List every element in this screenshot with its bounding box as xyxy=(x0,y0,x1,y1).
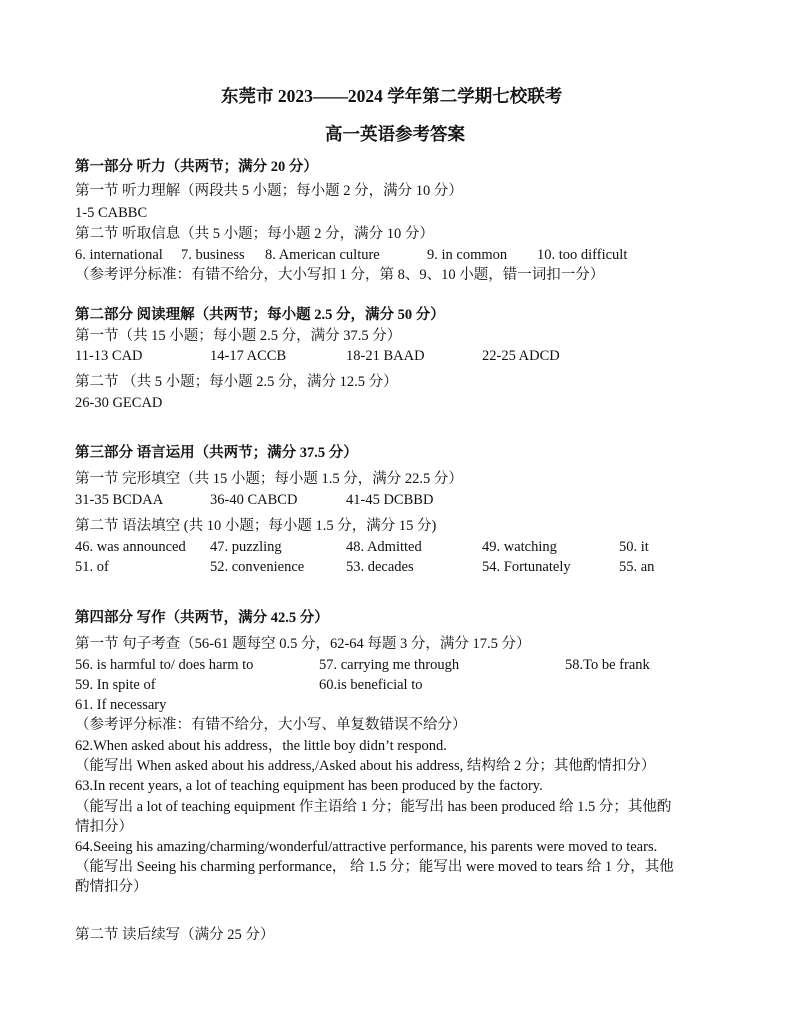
answer-36-40: 36-40 CABCD xyxy=(210,492,298,508)
note-64-line1: （能写出 Seeing his charming performance， 给 1.5 分；能写出 were moved to tears 给 1 分，其他 xyxy=(75,859,674,875)
answer-31-35: 31-35 BCDAA xyxy=(75,492,164,508)
answer-6: 6. international xyxy=(75,247,163,263)
answer-61: 61. If necessary xyxy=(75,697,167,713)
answer-14-17: 14-17 ACCB xyxy=(210,348,287,364)
answer-10: 10. too difficult xyxy=(537,247,628,263)
answer-64: 64.Seeing his amazing/charming/wonderful/attractive performance, his parents were moved to tears. xyxy=(75,839,658,855)
part2-heading: 第二部分 阅读理解（共两节；每小题 2.5 分，满分 50 分） xyxy=(75,307,445,323)
answer-50: 50. it xyxy=(619,539,649,555)
part1-scoring-note: （参考评分标准：有错不给分，大小写扣 1 分，第 8、9、10 小题，错一词扣一分） xyxy=(75,267,605,283)
answer-55: 55. an xyxy=(619,559,655,575)
part4-scoring-note: （参考评分标准：有错不给分，大小写、单复数错误不给分） xyxy=(75,717,467,733)
answer-46: 46. was announced xyxy=(75,539,186,555)
answer-11-13: 11-13 CAD xyxy=(75,348,143,364)
answer-63: 63.In recent years, a lot of teaching equipment has been produced by the factory. xyxy=(75,778,543,794)
answer-41-45: 41-45 DCBBD xyxy=(346,492,434,508)
answer-59: 59. In spite of xyxy=(75,677,156,693)
note-63-line1: （能写出 a lot of teaching equipment 作主语给 1 分；能写出 has been produced 给 1.5 分；其他酌 xyxy=(75,799,672,815)
answer-60: 60.is beneficial to xyxy=(319,677,423,693)
answer-56: 56. is harmful to/ does harm to xyxy=(75,657,254,673)
note-64-line2: 酌情扣分） xyxy=(75,879,148,895)
part1-heading: 第一部分 听力（共两节；满分 20 分） xyxy=(75,159,318,175)
part4-sec1-heading: 第一节 句子考查（56-61 题每空 0.5 分，62-64 每题 3 分，满分 17.5 分） xyxy=(75,636,531,652)
answer-8: 8. American culture xyxy=(265,247,380,263)
part1-sec2-heading: 第二节 听取信息（共 5 小题；每小题 2 分，满分 10 分） xyxy=(75,226,434,242)
answer-48: 48. Admitted xyxy=(346,539,422,555)
answer-47: 47. puzzling xyxy=(210,539,282,555)
answer-54: 54. Fortunately xyxy=(482,559,571,575)
answer-57: 57. carrying me through xyxy=(319,657,460,673)
part2-sec1-heading: 第一节（共 15 小题；每小题 2.5 分，满分 37.5 分） xyxy=(75,328,402,344)
part3-heading: 第三部分 语言运用（共两节；满分 37.5 分） xyxy=(75,445,358,461)
part2-sec2-heading: 第二节 （共 5 小题；每小题 2.5 分，满分 12.5 分） xyxy=(75,374,398,390)
answer-49: 49. watching xyxy=(482,539,557,555)
answer-62: 62.When asked about his address，the little boy didn’t respond. xyxy=(75,738,447,754)
part3-sec1-heading: 第一节 完形填空（共 15 小题；每小题 1.5 分，满分 22.5 分） xyxy=(75,471,463,487)
part1-sec1-answers: 1-5 CABBC xyxy=(75,205,148,221)
part1-sec1-heading: 第一节 听力理解（两段共 5 小题；每小题 2 分，满分 10 分） xyxy=(75,183,463,199)
answer-58: 58.To be frank xyxy=(565,657,650,673)
answer-26-30: 26-30 GECAD xyxy=(75,395,163,411)
part3-sec2-heading: 第二节 语法填空 (共 10 小题；每小题 1.5 分，满分 15 分) xyxy=(75,518,437,534)
answer-9: 9. in common xyxy=(427,247,508,263)
document-title: 东莞市 2023——2024 学年第二学期七校联考 xyxy=(221,86,563,106)
note-63-line2: 情扣分） xyxy=(75,819,133,835)
note-62: （能写出 When asked about his address,/Asked about his address, 结构给 2 分；其他酌情扣分） xyxy=(75,758,656,774)
part4-heading: 第四部分 写作（共两节，满分 42.5 分） xyxy=(75,610,329,626)
part4-sec2-heading: 第二节 读后续写（满分 25 分） xyxy=(75,927,275,943)
answer-22-25: 22-25 ADCD xyxy=(482,348,560,364)
answer-52: 52. convenience xyxy=(210,559,305,575)
answer-18-21: 18-21 BAAD xyxy=(346,348,425,364)
document-subtitle: 高一英语参考答案 xyxy=(325,124,465,144)
answer-51: 51. of xyxy=(75,559,109,575)
answer-53: 53. decades xyxy=(346,559,414,575)
answer-7: 7. business xyxy=(181,247,245,263)
